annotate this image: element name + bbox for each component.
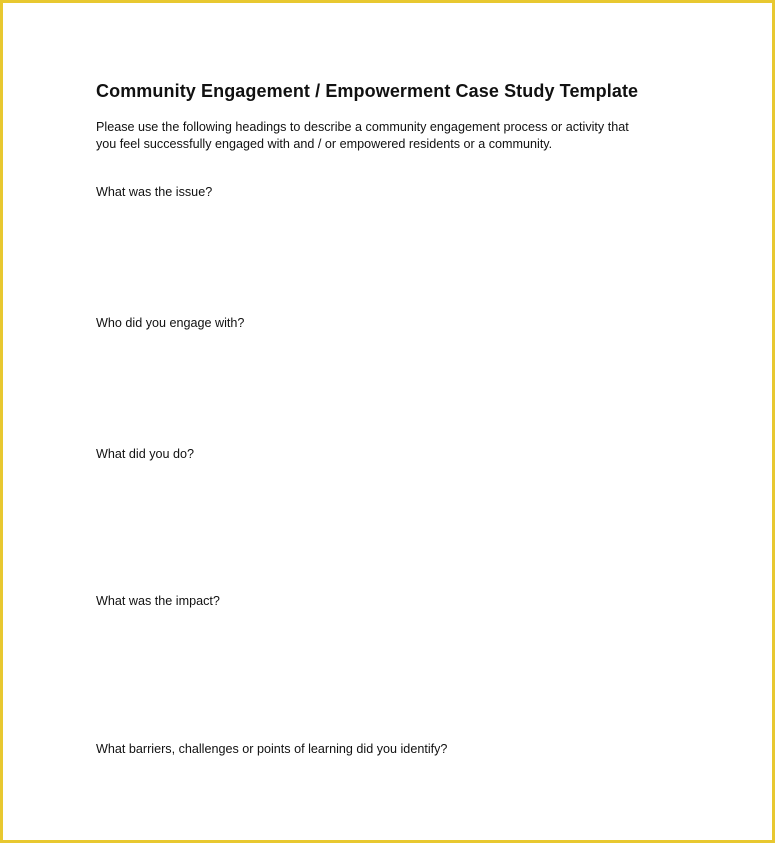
question-impact: What was the impact? <box>96 594 220 608</box>
document-title: Community Engagement / Empowerment Case Study Template <box>96 81 639 101</box>
intro-line: you feel successfully engaged with and / or empowered residents or a community. <box>96 136 553 151</box>
intro-paragraph <box>96 119 696 152</box>
question-issue: What was the issue? <box>96 185 213 199</box>
question-barriers: What barriers, challenges or points of learning did you identify? <box>96 742 448 756</box>
question-engage-with: Who did you engage with? <box>96 316 245 330</box>
intro-line: Please use the following headings to describe a community engagement process or activity that <box>96 120 629 134</box>
question-what-did-you-do: What did you do? <box>96 447 195 461</box>
